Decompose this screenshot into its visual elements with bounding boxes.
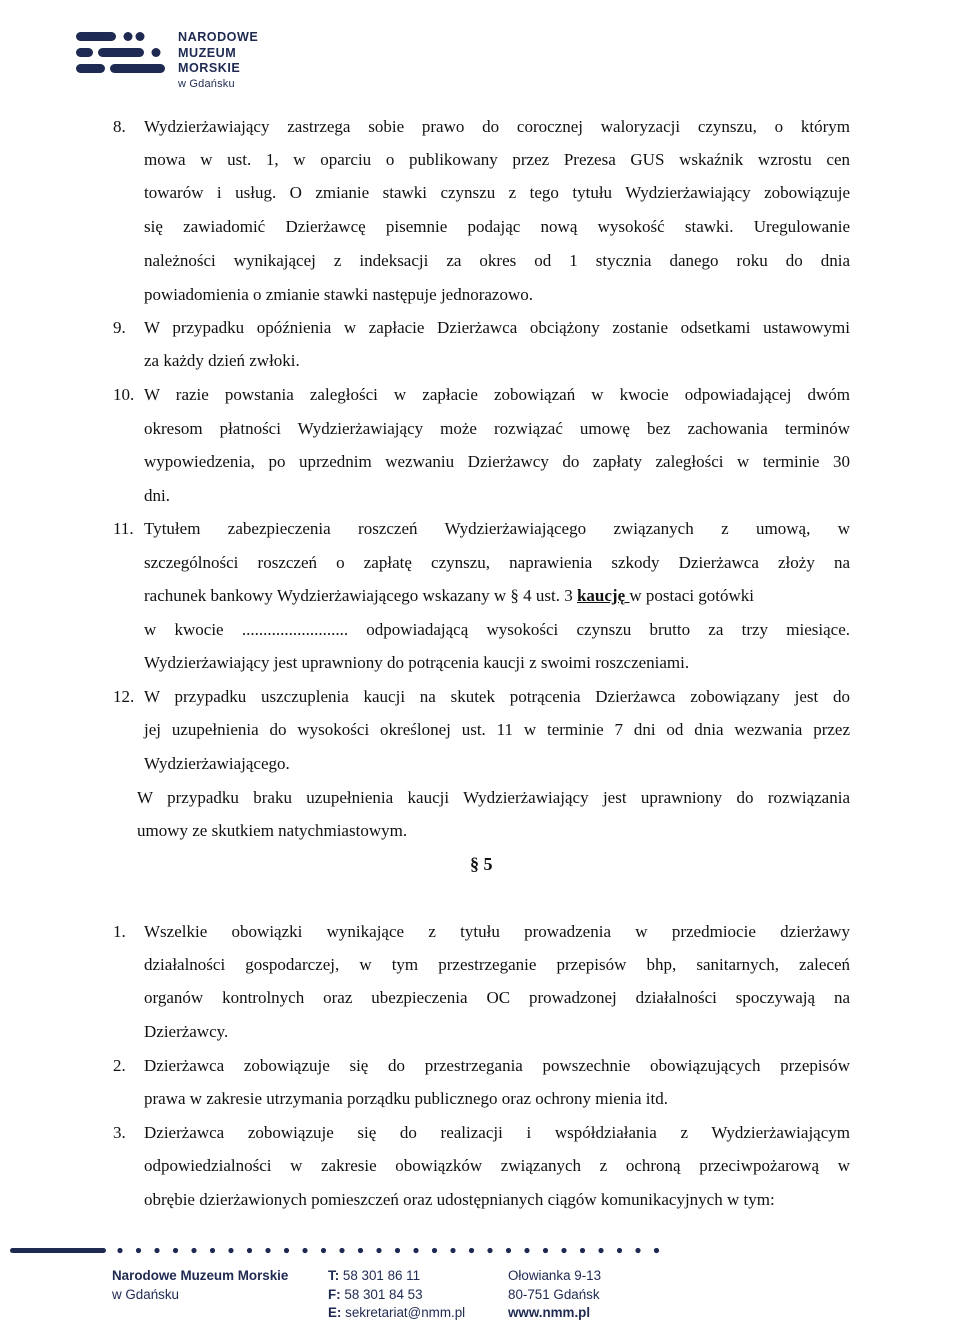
divider-dot: [469, 1248, 474, 1253]
divider-dot: [413, 1248, 418, 1253]
text-line: za każdy dzień zwłoki.: [144, 351, 300, 370]
item-number: 8.: [113, 117, 126, 136]
divider-dot: [580, 1248, 585, 1253]
logo-text: [178, 30, 258, 92]
website-link[interactable]: www.nmm.pl: [508, 1305, 591, 1320]
text-line: jej uzupełnienia do wysokości określonej ust. 11 w terminie 7 dni od dnia wezwania przez: [144, 720, 850, 739]
divider-dot: [191, 1248, 196, 1253]
divider-dot: [284, 1248, 289, 1253]
email-label: E:: [328, 1305, 342, 1320]
text-line: się zawiadomić Dzierżawcę pisemnie podając nową wysokość stawki. Uregulowanie: [144, 217, 850, 236]
divider-dot: [302, 1248, 307, 1253]
text-line: organów kontrolnych oraz ubezpieczenia OC prowadzonej działalności spoczywają na: [144, 988, 850, 1007]
divider-dot: [376, 1248, 381, 1253]
divider-dot: [247, 1248, 252, 1253]
divider-dot: [136, 1248, 141, 1253]
divider-dot: [117, 1248, 122, 1253]
text-line: W przypadku uszczuplenia kaucji na skutek potrącenia Dzierżawca zobowiązany jest do: [144, 687, 850, 706]
text-run: w postaci gotówki: [629, 586, 755, 605]
divider-dot: [321, 1248, 326, 1253]
bold-underlined-word: kaucję: [576, 586, 630, 605]
text-run: rachunek bankowy Wydzierżawiającego wskazany w § 4 ust. 3: [144, 586, 577, 605]
text-line: Dzierżawca zobowiązuje się do realizacji i współdziałania z Wydzierżawiającym: [144, 1123, 850, 1142]
divider-dot: [210, 1248, 215, 1253]
postal-address: 80-751 Gdańsk: [508, 1286, 600, 1302]
divider-dot: [339, 1248, 344, 1253]
divider-dot: [598, 1248, 603, 1253]
text-line: Dzierżawca zobowiązuje się do przestrzegania powszechnie obowiązujących przepisów: [144, 1056, 850, 1075]
item-number: 9.: [113, 318, 126, 337]
footer-address: [508, 1267, 601, 1323]
logo-mark-icon: [76, 30, 171, 82]
phone-number: 58 301 86 11: [342, 1268, 421, 1283]
text-line: prawa w zakresie utrzymania porządku publicznego oraz ochrony mienia itd.: [144, 1089, 668, 1108]
text-line: okresom płatności Wydzierżawiający może rozwiązać umowę bez zachowania terminów: [144, 419, 850, 438]
email-address: sekretariat@nmm.pl: [345, 1305, 466, 1320]
logo-line-3: MORSKIE: [178, 61, 241, 75]
text-line: w kwocie ......................... odpowiadającą wysokości czynszu brutto za trzy miesiące.: [144, 620, 850, 639]
divider-dot: [154, 1248, 159, 1253]
divider-dot: [228, 1248, 233, 1253]
divider-dot: [358, 1248, 363, 1253]
text-line: umowy ze skutkiem natychmiastowym.: [137, 821, 408, 840]
text-line: mowa w ust. 1, w oparciu o publikowany przez Prezesa GUS wskaźnik wzrostu cen: [144, 150, 850, 169]
divider-dot: [543, 1248, 548, 1253]
text-line: Tytułem zabezpieczenia roszczeń Wydzierżawiającego związanych z umową, w: [144, 519, 850, 538]
text-line: W przypadku opóźnienia w zapłacie Dzierżawca obciążony zostanie odsetkami ustawowymi: [144, 318, 850, 337]
text-line: należności wynikającej z indeksacji za okres od 1 stycznia danego roku do dnia: [144, 251, 850, 270]
footer-org-name: Narodowe Muzeum Morskie: [112, 1268, 289, 1283]
item-number: 11.: [113, 519, 134, 538]
item-number: 3.: [113, 1123, 126, 1142]
divider-dot: [654, 1248, 659, 1253]
divider-dot: [265, 1248, 270, 1253]
divider-dot: [432, 1248, 437, 1253]
divider-dot: [561, 1248, 566, 1253]
text-line: W razie powstania zaległości w zapłacie zobowiązań w kwocie odpowiadającej dwóm: [144, 385, 850, 404]
divider-dot: [173, 1248, 178, 1253]
fax-number: 58 301 84 53: [344, 1286, 423, 1302]
divider-dot: [395, 1248, 400, 1253]
divider-dot: [635, 1248, 640, 1253]
text-line: powiadomienia o zmianie stawki następuje jednorazowo.: [144, 285, 533, 304]
divider-dot: [450, 1248, 455, 1253]
footer-organization: [112, 1267, 288, 1304]
text-line: W przypadku braku uzupełnienia kaucji Wydzierżawiający jest uprawniony do rozwiązania: [137, 788, 850, 807]
text-line: towarów i usług. O zmianie stawki czynszu z tego tytułu Wydzierżawiający zobowiązuje: [144, 183, 850, 202]
text-line: Dzierżawcy.: [144, 1022, 229, 1041]
divider-dot: [617, 1248, 622, 1253]
fax-label: F:: [328, 1286, 341, 1302]
text-line: [144, 586, 850, 606]
section-heading: § 5: [470, 854, 493, 874]
logo-line-1: NARODOWE: [178, 30, 259, 44]
street-address: Ołowianka 9-13: [508, 1268, 602, 1283]
divider-dot: [487, 1248, 492, 1253]
footer-org-city: w Gdańsku: [112, 1286, 179, 1302]
footer-contact: [328, 1267, 465, 1323]
text-line: odpowiedzialności w zakresie obowiązków związanych z ochroną przeciwpożarową w: [144, 1156, 850, 1175]
text-line: szczególności roszczeń o zapłatę czynszu, naprawienia szkody Dzierżawca złoży na: [144, 553, 850, 572]
divider-dot: [524, 1248, 529, 1253]
item-number: 12.: [113, 687, 135, 706]
text-line: Wydzierżawiającego.: [144, 754, 290, 773]
phone-label: T:: [328, 1268, 340, 1283]
text-line: obrębie dzierżawionych pomieszczeń oraz udostępnianych ciągów komunikacyjnych w tym:: [144, 1190, 775, 1209]
logo-line-2: MUZEUM: [178, 45, 237, 60]
divider-dot: [506, 1248, 511, 1253]
footer-dotted-divider: [10, 1245, 670, 1257]
logo-subtitle: w Gdańsku: [178, 77, 235, 90]
item-number: 2.: [113, 1056, 126, 1075]
text-line: Wydzierżawiający zastrzega sobie prawo do corocznej waloryzacji czynszu, o którym: [144, 117, 850, 136]
text-line: wypowiedzenia, po uprzednim wezwaniu Dzierżawcy do zapłaty zaległości w terminie 30: [144, 452, 850, 471]
item-number: 1.: [113, 922, 126, 941]
text-line: działalności gospodarczej, w tym przestrzeganie przepisów bhp, sanitarnych, zaleceń: [144, 955, 850, 974]
text-line: dni.: [144, 486, 170, 505]
item-number: 10.: [113, 385, 135, 404]
text-line: Wszelkie obowiązki wynikające z tytułu prowadzenia w przedmiocie dzierżawy: [144, 922, 850, 941]
text-line: Wydzierżawiający jest uprawniony do potrącenia kaucji z swoimi roszczeniami.: [144, 653, 690, 672]
